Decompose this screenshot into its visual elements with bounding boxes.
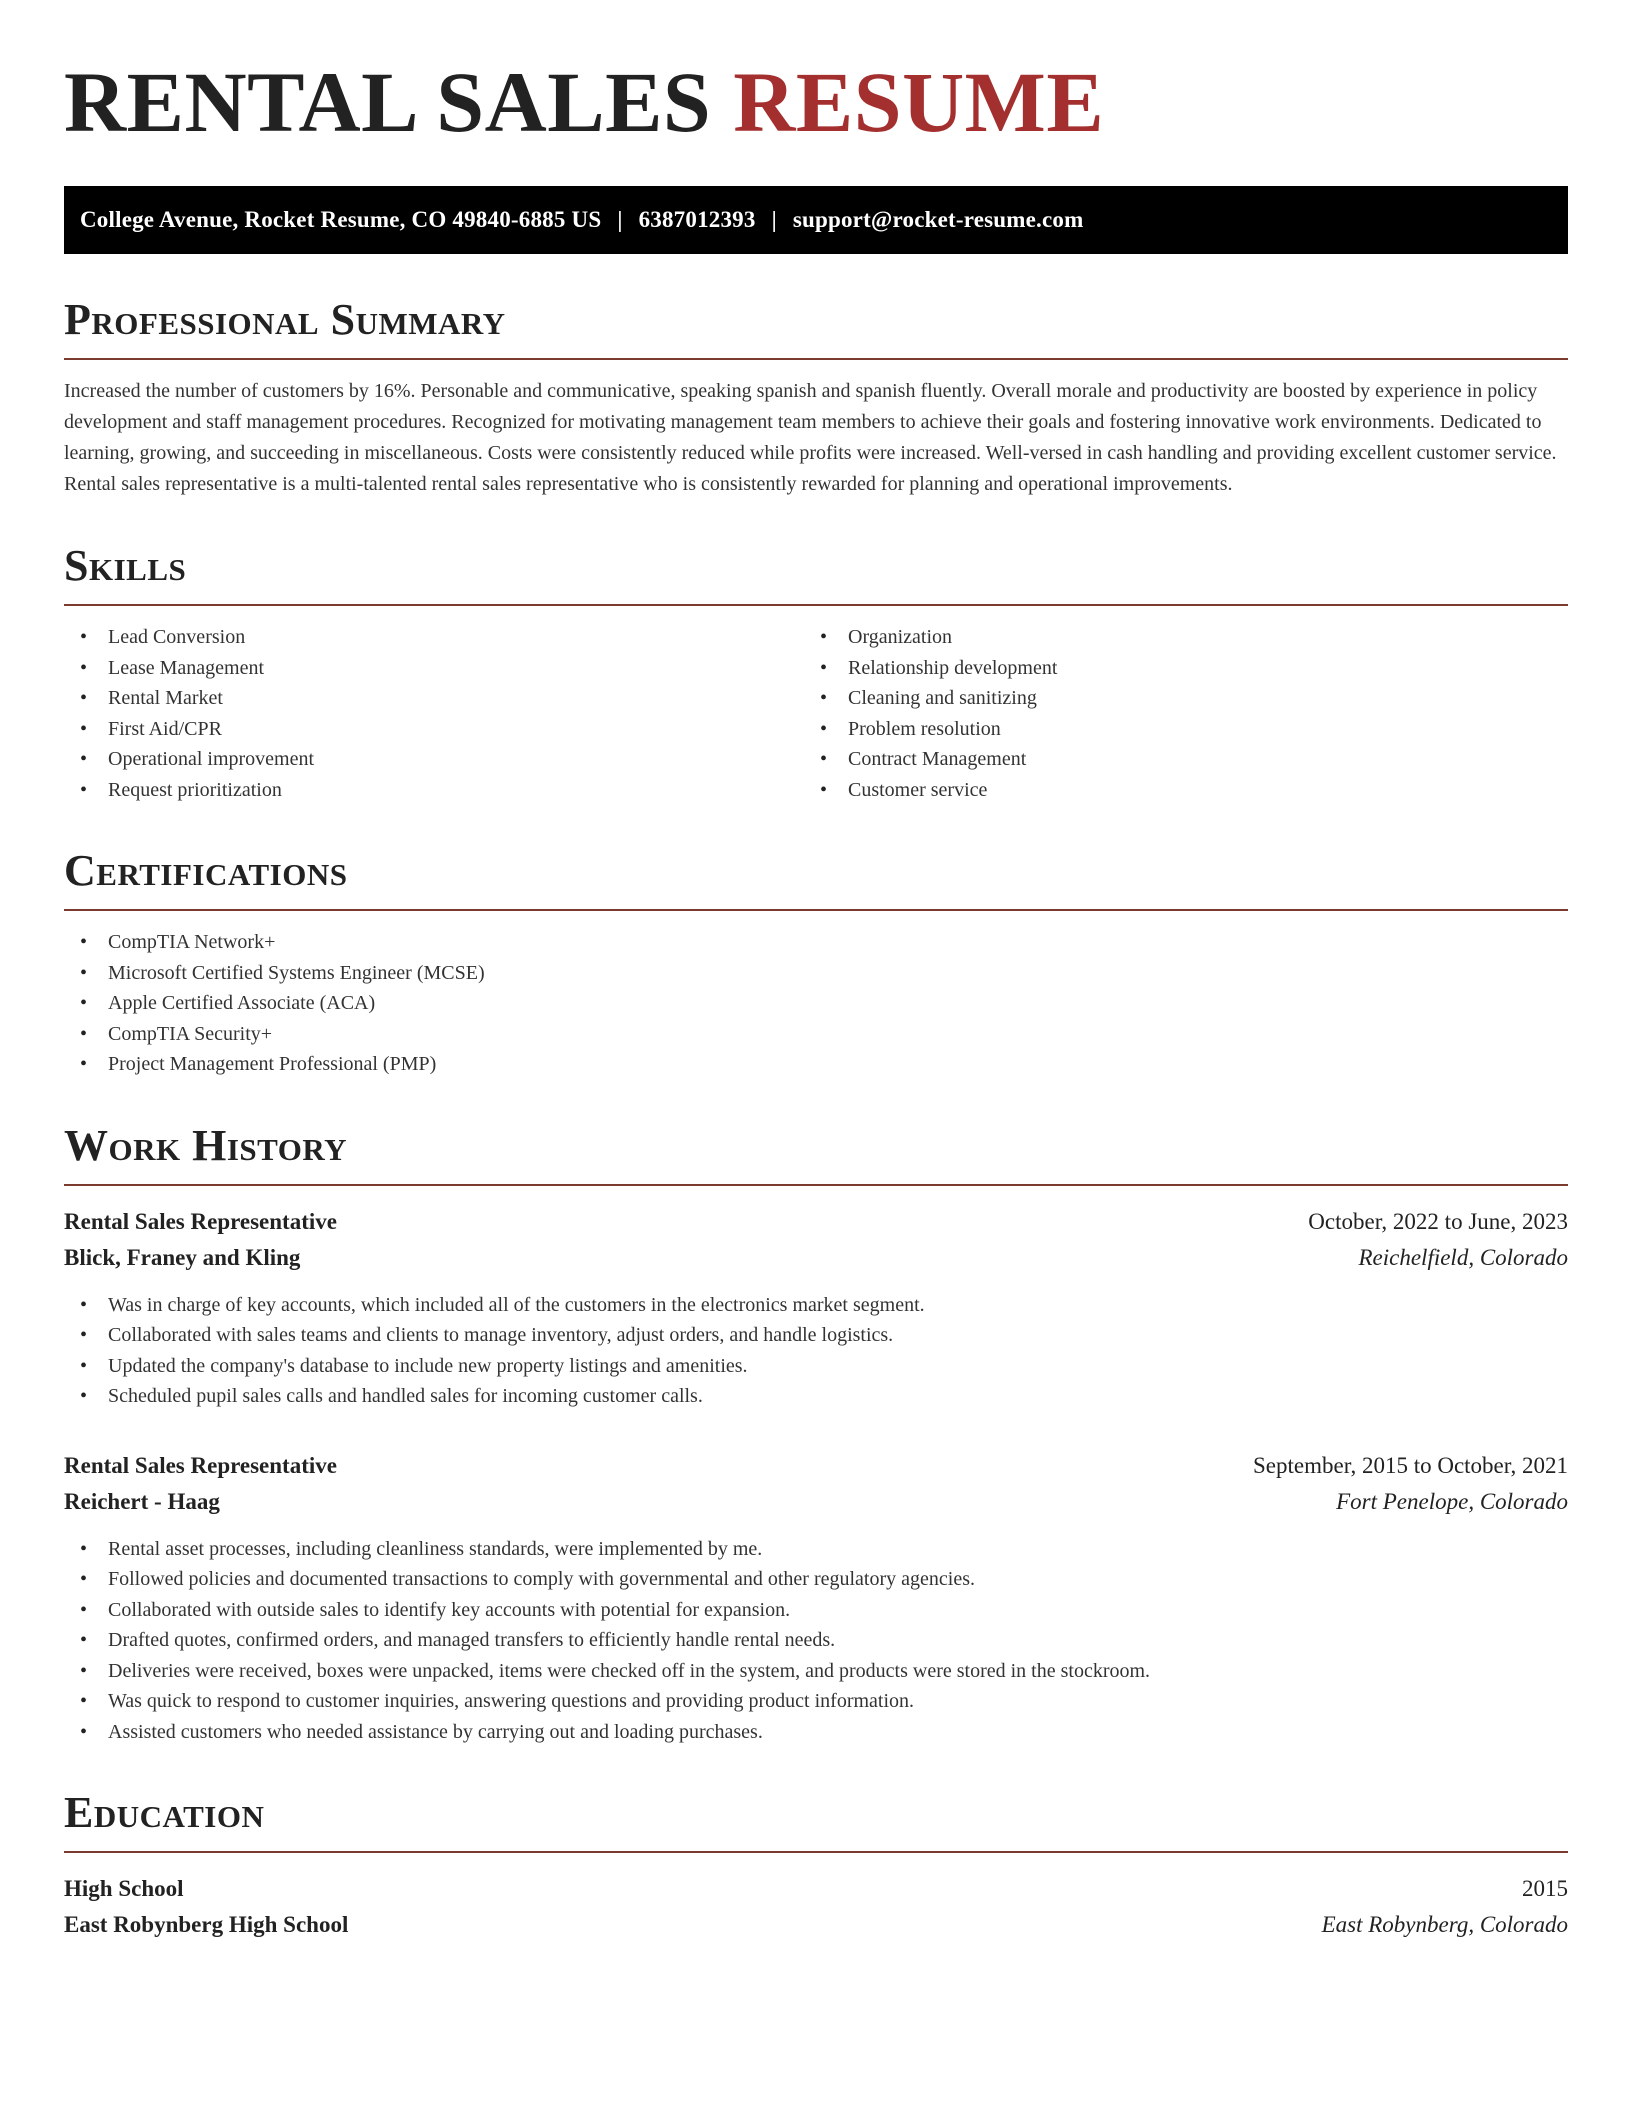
summary-heading: Professional Summary	[64, 296, 1568, 360]
skill-item: • First Aid/CPR	[64, 714, 804, 745]
education-school-row	[64, 1907, 1568, 1943]
education-entry	[64, 1871, 1568, 1943]
job-duty: • Scheduled pupil sales calls and handled sales for incoming customer calls.	[64, 1381, 1568, 1412]
job-duties-list	[64, 1534, 1568, 1748]
work-history-section	[64, 1122, 1568, 1748]
skills-list-left	[64, 622, 804, 805]
job-duty: • Updated the company's database to include new property listings and amenities.	[64, 1351, 1568, 1382]
contact-phone: 6387012393	[638, 207, 756, 232]
job-company-row	[64, 1484, 1568, 1520]
skill-item: • Request prioritization	[64, 775, 804, 806]
certification-item: • CompTIA Security+	[64, 1019, 1568, 1050]
contact-bar	[64, 186, 1568, 254]
title-main: RENTAL SALES	[64, 54, 734, 150]
education-degree-row	[64, 1871, 1568, 1907]
job-duty: • Deliveries were received, boxes were unpacked, items were checked off in the system, and products were stored in the stockroom.	[64, 1656, 1568, 1687]
skills-list-right	[804, 622, 1544, 805]
job-title: Rental Sales Representative	[64, 1452, 337, 1478]
skill-item: • Relationship development	[804, 653, 1544, 684]
skill-item: • Lead Conversion	[64, 622, 804, 653]
certification-item: • Project Management Professional (PMP)	[64, 1049, 1568, 1080]
certifications-list	[64, 927, 1568, 1080]
certification-item: • Apple Certified Associate (ACA)	[64, 988, 1568, 1019]
job-dates: October, 2022 to June, 2023	[1308, 1208, 1568, 1234]
title-accent: RESUME	[733, 54, 1105, 150]
certification-item: • Microsoft Certified Systems Engineer (MCSE)	[64, 958, 1568, 989]
job-duty: • Rental asset processes, including cleanliness standards, were implemented by me.	[64, 1534, 1568, 1565]
skill-item: • Lease Management	[64, 653, 804, 684]
resume-page	[64, 0, 1568, 1943]
skill-item: • Operational improvement	[64, 744, 804, 775]
skill-item: • Cleaning and sanitizing	[804, 683, 1544, 714]
education-location: East Robynberg, Colorado	[1321, 1912, 1568, 1937]
contact-separator: |	[771, 207, 777, 232]
certification-item: • CompTIA Network+	[64, 927, 1568, 958]
job-duties-list	[64, 1290, 1568, 1412]
skills-heading: Skills	[64, 542, 1568, 606]
job-duty: • Was in charge of key accounts, which included all of the customers in the electronics market segment.	[64, 1290, 1568, 1321]
skill-item: • Organization	[804, 622, 1544, 653]
job-duty: • Followed policies and documented transactions to comply with governmental and other regulatory agencies.	[64, 1564, 1568, 1595]
job-duty: • Collaborated with sales teams and clients to manage inventory, adjust orders, and handle logistics.	[64, 1320, 1568, 1351]
education-heading: Education	[64, 1789, 1568, 1853]
summary-text: Increased the number of customers by 16%. Personable and communicative, speaking spanish and spanish fluently. Overall morale and productivity are boosted by experience in policy development and staff management procedures. Recognized for motivating management team members to achieve their goals and fostering innovative work environments. Dedicated to learning, growing, and succeeding in miscellaneous. Costs were consistently reduced while profits were increased. Well-versed in cash handling and providing excellent customer service. Rental sales representative is a multi-talented rental sales representative who is consistently rewarded for planning and operational improvements.	[64, 380, 1557, 495]
job-location: Reichelfield, Colorado	[1358, 1244, 1568, 1270]
job-duty: • Drafted quotes, confirmed orders, and managed transfers to efficiently handle rental needs.	[64, 1625, 1568, 1656]
job-entry	[64, 1448, 1568, 1748]
skill-item: • Customer service	[804, 775, 1544, 806]
skill-item: • Rental Market	[64, 683, 804, 714]
contact-separator: |	[617, 207, 623, 232]
summary-section	[64, 296, 1568, 500]
job-entry	[64, 1204, 1568, 1412]
job-header-row	[64, 1204, 1568, 1240]
certifications-section	[64, 847, 1568, 1080]
job-company: Blick, Franey and Kling	[64, 1244, 301, 1270]
work-history-heading: Work History	[64, 1122, 1568, 1186]
job-dates: September, 2015 to October, 2021	[1253, 1452, 1568, 1478]
job-duty: • Collaborated with outside sales to identify key accounts with potential for expansion.	[64, 1595, 1568, 1626]
job-header-row	[64, 1448, 1568, 1484]
certifications-heading: Certifications	[64, 847, 1568, 911]
education-section	[64, 1789, 1568, 1943]
resume-title	[64, 0, 1568, 152]
education-degree: High School	[64, 1876, 184, 1901]
job-title: Rental Sales Representative	[64, 1208, 337, 1234]
job-company-row	[64, 1240, 1568, 1276]
skill-item: • Problem resolution	[804, 714, 1544, 745]
job-location: Fort Penelope, Colorado	[1336, 1488, 1568, 1514]
contact-email: support@rocket-resume.com	[792, 207, 1084, 232]
skill-item: • Contract Management	[804, 744, 1544, 775]
job-duty: • Assisted customers who needed assistance by carrying out and loading purchases.	[64, 1717, 1568, 1748]
job-company: Reichert - Haag	[64, 1488, 220, 1514]
skills-section	[64, 542, 1568, 805]
education-school: East Robynberg High School	[64, 1912, 349, 1937]
job-duty: • Was quick to respond to customer inquiries, answering questions and providing product information.	[64, 1686, 1568, 1717]
skills-grid	[64, 606, 1568, 805]
contact-address: College Avenue, Rocket Resume, CO 49840-6885 US	[80, 207, 602, 232]
education-year: 2015	[1522, 1876, 1568, 1901]
